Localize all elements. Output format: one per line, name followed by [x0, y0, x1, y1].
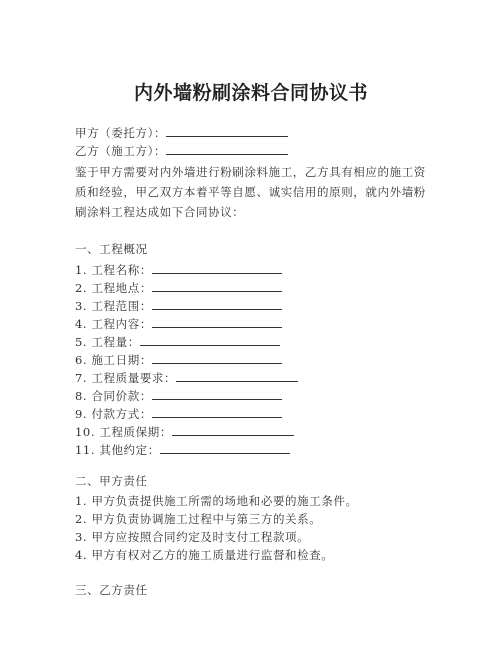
section-heading-party-b: 三、乙方责任: [75, 583, 148, 597]
item-number: 4.: [75, 317, 88, 331]
fill-blank: [152, 405, 282, 418]
list-item: [75, 261, 282, 278]
intro-paragraph: 鉴于甲方需要对内外墙进行粉刷涂料施工，乙方具有相应的施工资质和经验，甲乙双方本着平等自愿、诚实信用的原则，就内外墙粉刷涂料工程达成如下合同协议：: [75, 165, 426, 219]
party-b-line: [75, 142, 288, 159]
list-item: [75, 297, 282, 314]
item-number: 3.: [75, 530, 88, 544]
list-item: [75, 493, 358, 509]
fill-blank: [152, 297, 282, 310]
item-number: 11.: [75, 443, 96, 457]
party-a-blank: [166, 124, 288, 137]
item-number: 3.: [75, 299, 88, 313]
fill-blank: [140, 333, 280, 346]
list-item: [75, 423, 294, 440]
party-a-label: 甲方（委托方）：: [75, 126, 167, 140]
item-number: 5.: [75, 335, 88, 349]
list-item: [75, 387, 282, 404]
item-text: 其他约定：: [99, 443, 160, 457]
list-item: [75, 369, 298, 386]
fill-blank: [152, 261, 282, 274]
item-text: 工程内容：: [91, 317, 152, 331]
item-text: 工程质保期：: [99, 425, 172, 439]
item-text: 工程量：: [91, 335, 140, 349]
party-b-blank: [166, 142, 288, 155]
item-text: 甲方应按照合同约定及时支付工程款项。: [91, 530, 310, 544]
list-item: [75, 547, 333, 563]
item-text: 甲方负责提供施工所需的场地和必要的施工条件。: [91, 494, 358, 508]
fill-blank: [172, 423, 294, 436]
list-item: [75, 279, 282, 296]
item-text: 施工日期：: [91, 353, 152, 367]
item-number: 7.: [75, 371, 88, 385]
list-item: [75, 351, 282, 368]
section-heading-party-a: 二、甲方责任: [75, 474, 148, 488]
list-item: [75, 529, 309, 545]
item-text: 甲方负责协调施工过程中与第三方的关系。: [91, 512, 322, 526]
item-text: 工程质量要求：: [91, 371, 177, 385]
item-number: 9.: [75, 407, 88, 421]
fill-blank: [160, 441, 290, 454]
item-text: 工程名称：: [91, 263, 152, 277]
item-text: 付款方式：: [91, 407, 152, 421]
item-text: 合同价款：: [91, 389, 152, 403]
item-number: 1.: [75, 263, 88, 277]
fill-blank: [152, 351, 282, 364]
item-number: 2.: [75, 281, 88, 295]
item-number: 6.: [75, 353, 88, 367]
list-item: [75, 511, 321, 527]
fill-blank: [176, 369, 298, 382]
fill-blank: [152, 387, 282, 400]
list-item: [75, 333, 280, 350]
list-item: [75, 405, 282, 422]
contract-title: 内外墙粉刷涂料合同协议书: [133, 82, 368, 104]
fill-blank: [152, 279, 282, 292]
party-b-label: 乙方（施工方）：: [75, 144, 167, 158]
item-number: 10.: [75, 425, 96, 439]
section-heading-overview: 一、工程概况: [75, 242, 148, 256]
fill-blank: [152, 315, 282, 328]
item-number: 8.: [75, 389, 88, 403]
list-item: [75, 315, 282, 332]
item-number: 1.: [75, 494, 88, 508]
item-number: 2.: [75, 512, 88, 526]
item-number: 4.: [75, 548, 88, 562]
item-text: 甲方有权对乙方的施工质量进行监督和检查。: [91, 548, 334, 562]
item-text: 工程地点：: [91, 281, 152, 295]
list-item: [75, 441, 290, 458]
item-text: 工程范围：: [91, 299, 152, 313]
party-a-line: [75, 124, 288, 141]
